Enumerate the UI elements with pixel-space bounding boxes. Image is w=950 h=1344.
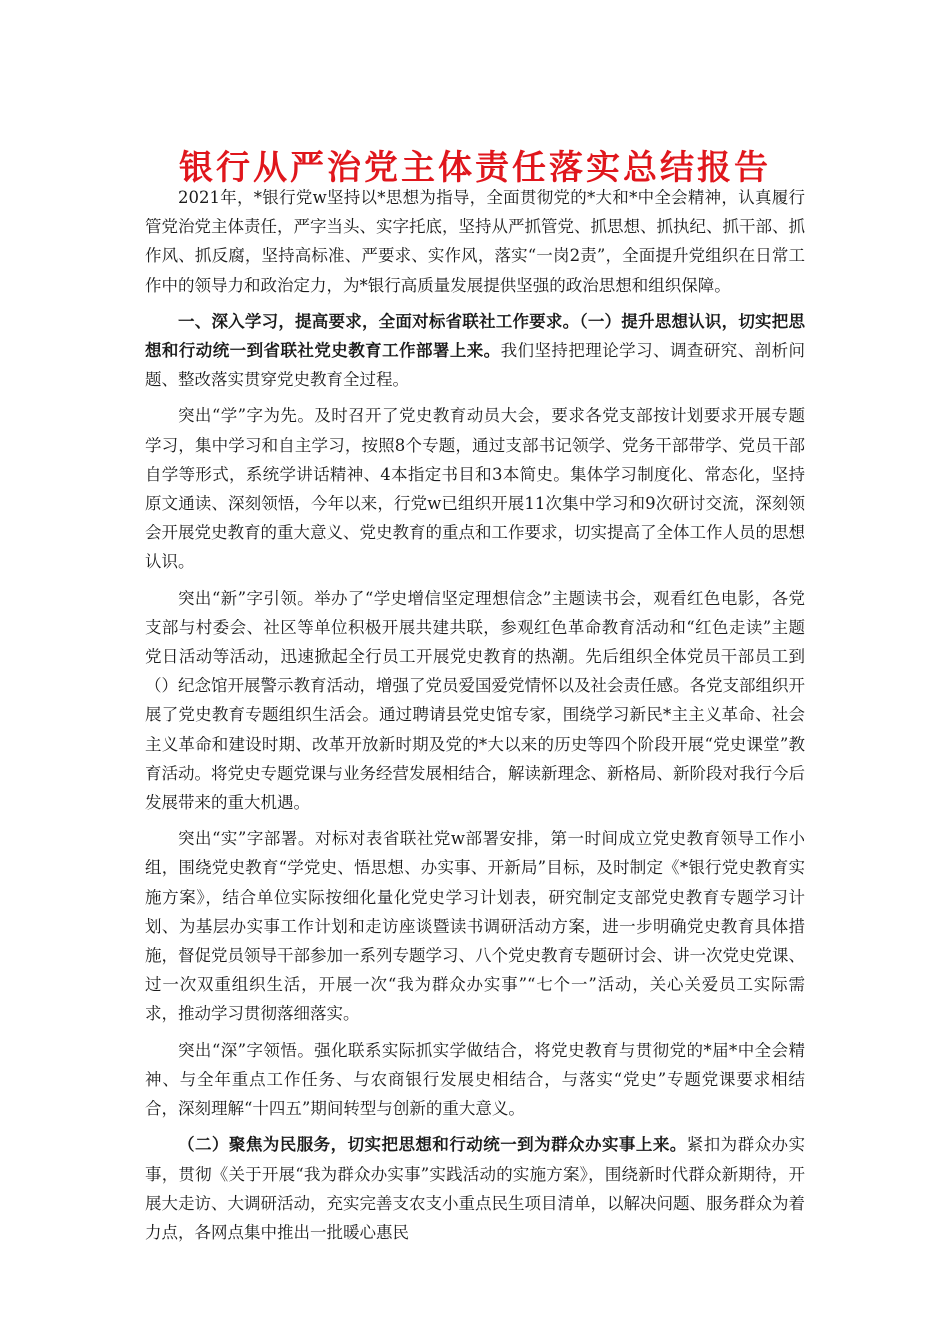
paragraph-new [145, 584, 805, 818]
paragraph-text: 突出“实”字部署。对标对表省联社党w部署安排，第一时间成立党史教育领导工作小组，围绕党史教育“学党史、悟思想、办实事、开新局”目标，及时制定《*银行党史教育实施方案》，结合单位实际按细化量化党史学习计划表，研究制定支部党史教育专题学习计划、为基层办实事工作计划和走访座谈暨读书调研活动方案，进一步明确党史教育具体措施，督促党员领导干部参加一系列专题学习、八个党史教育专题研讨会、讲一次党史党课、过一次双重组织生活，开展一次“我为群众办实事”“七个一”活动，关心关爱员工实际需求，推动学习贯彻落细落实。 [145, 829, 805, 1024]
paragraph-intro [145, 183, 805, 300]
paragraph-practical [145, 824, 805, 1028]
paragraph-text: 我们坚持把理论学习、调查研究、剖析问题、整改落实贯穿党史教育全过程。 [145, 341, 806, 390]
paragraph-section-1 [145, 307, 805, 395]
paragraph-section-2 [145, 1130, 805, 1247]
section-heading: （二）聚焦为民服务，切实把思想和行动统一到为群众办实事上来。 [178, 1135, 687, 1155]
paragraph-text: 突出“学”字为先。及时召开了党史教育动员大会，要求各党支部按计划要求开展专题学习，集中学习和自主学习，按照8个专题，通过支部书记领学、党务干部带学、党员干部自学等形式，系统学讲话精神、4本指定书目和3本简史。集体学习制度化、常态化，坚持原文通读、深刻领悟，今年以来，行党w已组织开展11次集中学习和9次研讨交流，深刻领会开展党史教育的重大意义、党史教育的重点和工作要求，切实提高了全体工作人员的思想认识。 [145, 406, 805, 572]
document-title: 银行从严治党主体责任落实总结报告 [179, 148, 771, 188]
paragraph-study [145, 401, 805, 576]
paragraph-deep [145, 1036, 805, 1124]
section-heading: 一、深入学习，提高要求，全面对标省联社工作要求。（一）提升思想认识，切实把思想和行动统一到省联社党史教育工作部署上来。 [145, 311, 805, 361]
paragraph-text: 2021年，*银行党w坚持以*思想为指导，全面贯彻党的*大和*中全会精神，认真履行管党治党主体责任，严字当头、实字托底，坚持从严抓管党、抓思想、抓执纪、抓干部、抓作风、抓反腐，坚持高标准、严要求、实作风，落实“一岗2责”，全面提升党组织在日常工作中的领导力和政治定力，为*银行高质量发展提供坚强的政治思想和组织保障。 [145, 188, 805, 295]
paragraph-text: 突出“新”字引领。举办了“学史增信坚定理想信念”主题读书会，观看红色电影，各党支部与村委会、社区等单位积极开展共建共联，参观红色革命教育活动和“红色走读”主题党日活动等活动，迅速掀起全行员工开展党史教育的热潮。先后组织全体党员干部员工到（）纪念馆开展警示教育活动，增强了党员爱国爱党情怀以及社会责任感。各党支部组织开展了党史教育专题组织生活会。通过聘请县党史馆专家，围绕学习新民*主主义革命、社会主义革命和建设时期、改革开放新时期及党的*大以来的历史等四个阶段开展“党史课堂”教育活动。将党史专题党课与业务经营发展相结合，解读新理念、新格局、新阶段对我行今后发展带来的重大机遇。 [145, 588, 805, 813]
paragraph-text: 突出“深”字领悟。强化联系实际抓实学做结合，将党史教育与贯彻党的*届*中全会精神、与全年重点工作任务、与农商银行发展史相结合，与落实“党史”专题党课要求相结合，深刻理解“十四五”期间转型与创新的重大意义。 [145, 1040, 805, 1119]
paragraph-text: 紧扣为群众办实事，贯彻《关于开展“我为群众办实事”实践活动的实施方案》，围绕新时代群众新期待，开展大走访、大调研活动，充实完善支农支小重点民生项目清单，以解决问题、服务群众为着力点，各网点集中推出一批暖心惠民 [145, 1135, 806, 1242]
document-body [145, 183, 805, 1247]
